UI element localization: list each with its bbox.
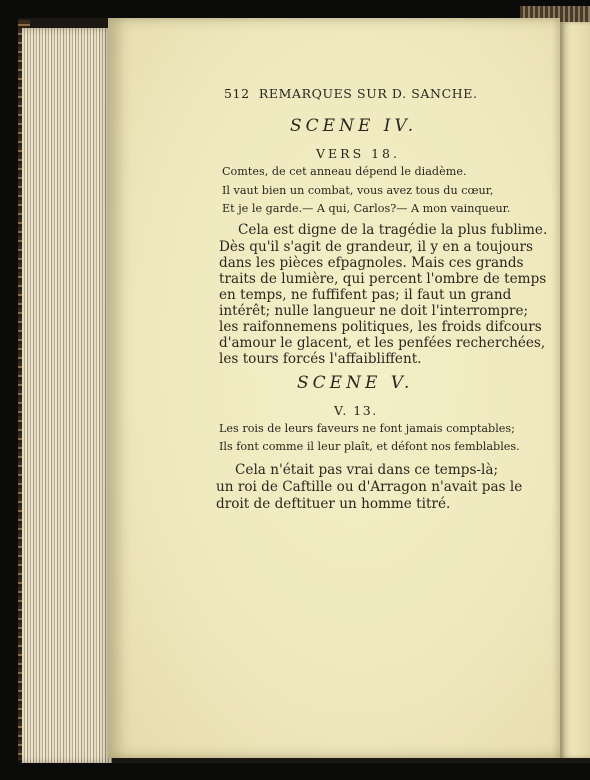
scene-iv-commentary-line: intérêt; nulle langueur ne doit l'interrompre; <box>219 303 529 319</box>
scene-iv-commentary-line: Dès qu'il s'agit de grandeur, il y en a toujours <box>219 239 533 255</box>
facing-page-edge <box>560 22 590 758</box>
scene-v-verse-line: Ils font comme il leur plaît, et défont nos femblables. <box>219 440 520 453</box>
scene-iv-commentary-line: les tours forcés l'affaibliffent. <box>219 351 422 367</box>
scene-iv-commentary-line: traits de lumière, qui percent l'ombre de temps <box>219 271 547 287</box>
scene-iv-title: SCENE IV. <box>290 116 418 136</box>
page-header <box>224 86 478 101</box>
scene-iv-verse-line: Comtes, de cet anneau dépend le diadème. <box>222 165 467 178</box>
page-stack-edge <box>22 28 112 763</box>
scene-v-commentary-line: Cela n'était pas vrai dans ce temps-là; <box>235 462 499 478</box>
scene-iv-verse-line: Il vaut bien un combat, vous avez tous du cœur, <box>222 184 494 197</box>
scene-v-commentary-line: un roi de Caftille ou d'Arragon n'avait pas le <box>216 479 523 495</box>
scene-iv-commentary-line: dans les pièces efpagnoles. Mais ces grands <box>219 255 524 271</box>
scene-iv-commentary-line: en temps, ne fuffifent pas; il faut un grand <box>219 287 512 303</box>
scene-iv-commentary-line: d'amour le glacent, et les penfées recherchées, <box>219 335 546 351</box>
running-title: REMARQUES SUR D. SANCHE. <box>258 86 478 101</box>
scene-v-commentary-line: droit de deftituer un homme titré. <box>216 496 451 512</box>
scene-v-verse-line: Les rois de leurs faveurs ne font jamais comptables; <box>219 422 515 435</box>
scene-v-verse-ref: V. 13. <box>334 403 378 418</box>
scene-iv-verse-line: Et je le garde.— A qui, Carlos?— A mon vainqueur. <box>222 202 511 215</box>
scene-v-title: SCENE V. <box>297 373 414 393</box>
scene-iv-commentary-line: Cela est digne de la tragédie la plus fublime. <box>238 222 548 238</box>
page-number: 512 <box>224 86 250 101</box>
scene-iv-commentary-line: les raifonnemens politiques, les froids difcours <box>219 319 542 335</box>
scene-iv-verse-ref: VERS 18. <box>316 146 400 161</box>
